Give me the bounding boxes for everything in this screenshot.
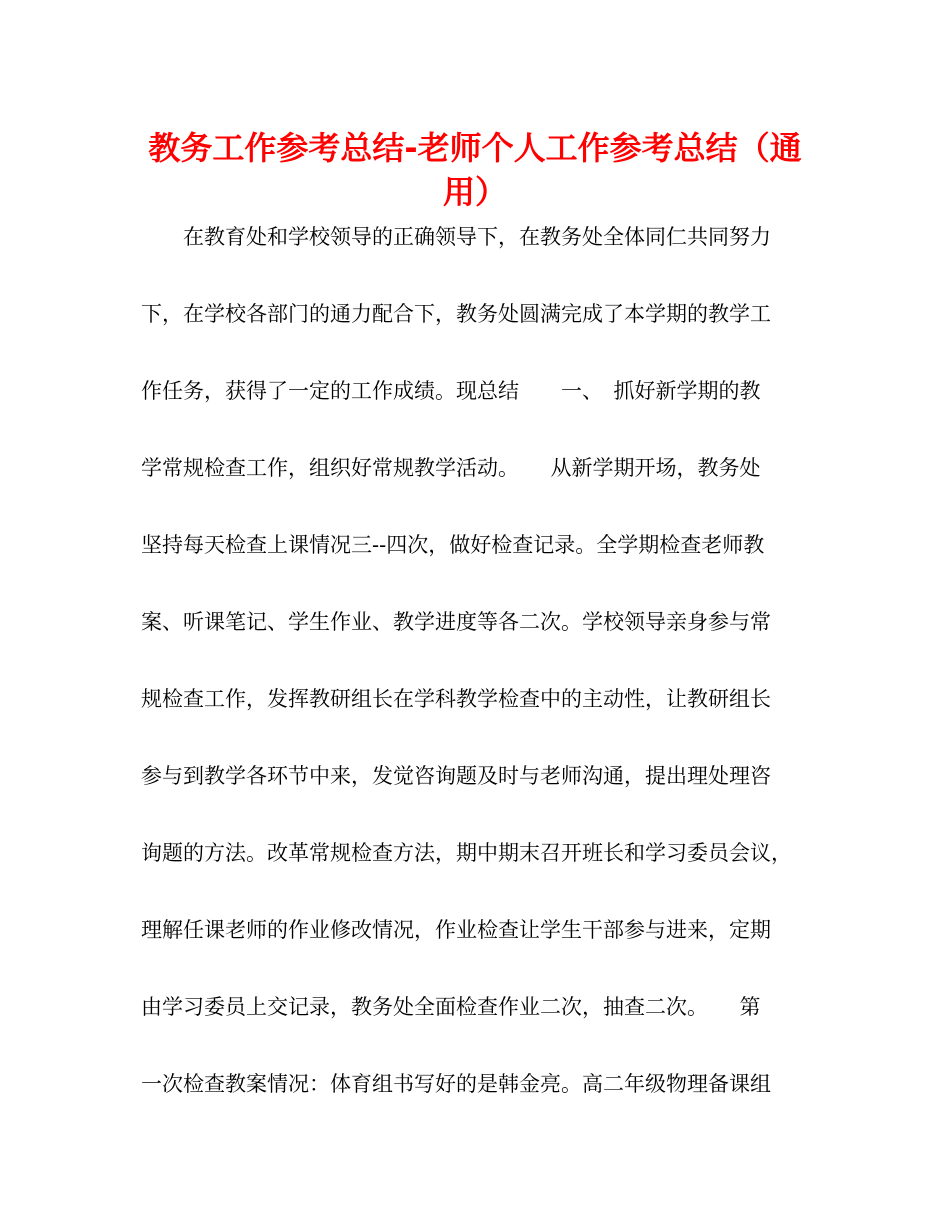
- body-line-8: 参与到教学各环节中来，发觉咨询题及时与老师沟通，提出理处理咨: [141, 764, 771, 788]
- body-line-4: 学常规检查工作，组织好常规教学活动。 从新学期开场，教务处: [141, 456, 761, 480]
- body-line-9: 询题的方法。改革常规检查方法，期中期末召开班长和学习委员会议，: [141, 841, 792, 865]
- body-line-3: 作任务，获得了一定的工作成绩。现总结 一、 抓好新学期的教: [141, 379, 761, 403]
- body-line-7: 规检查工作，发挥教研组长在学科教学检查中的主动性，让教研组长: [141, 687, 771, 711]
- document-title: [140, 126, 810, 214]
- title-line-1: 教务工作参考总结-老师个人工作参考总结（通: [148, 129, 802, 167]
- document-body: [141, 224, 797, 1148]
- body-line-10: 理解任课老师的作业修改情况，作业检查让学生干部参与进来，定期: [141, 918, 771, 942]
- body-line-11: 由学习委员上交记录，教务处全面检查作业二次，抽查二次。 第: [141, 995, 761, 1019]
- body-line-12: 一次检查教案情况：体育组书写好的是韩金亮。高二年级物理备课组: [141, 1072, 771, 1096]
- body-line-6: 案、听课笔记、学生作业、教学进度等各二次。学校领导亲身参与常: [141, 610, 771, 634]
- body-line-1: 在教育处和学校领导的正确领导下，在教务处全体同仁共同努力: [141, 225, 771, 249]
- title-line-2: 用）: [442, 173, 507, 211]
- body-line-2: 下，在学校各部门的通力配合下，教务处圆满完成了本学期的教学工: [141, 302, 771, 326]
- body-line-5: 坚持每天检查上课情况三--四次，做好检查记录。全学期检查老师教: [141, 533, 765, 557]
